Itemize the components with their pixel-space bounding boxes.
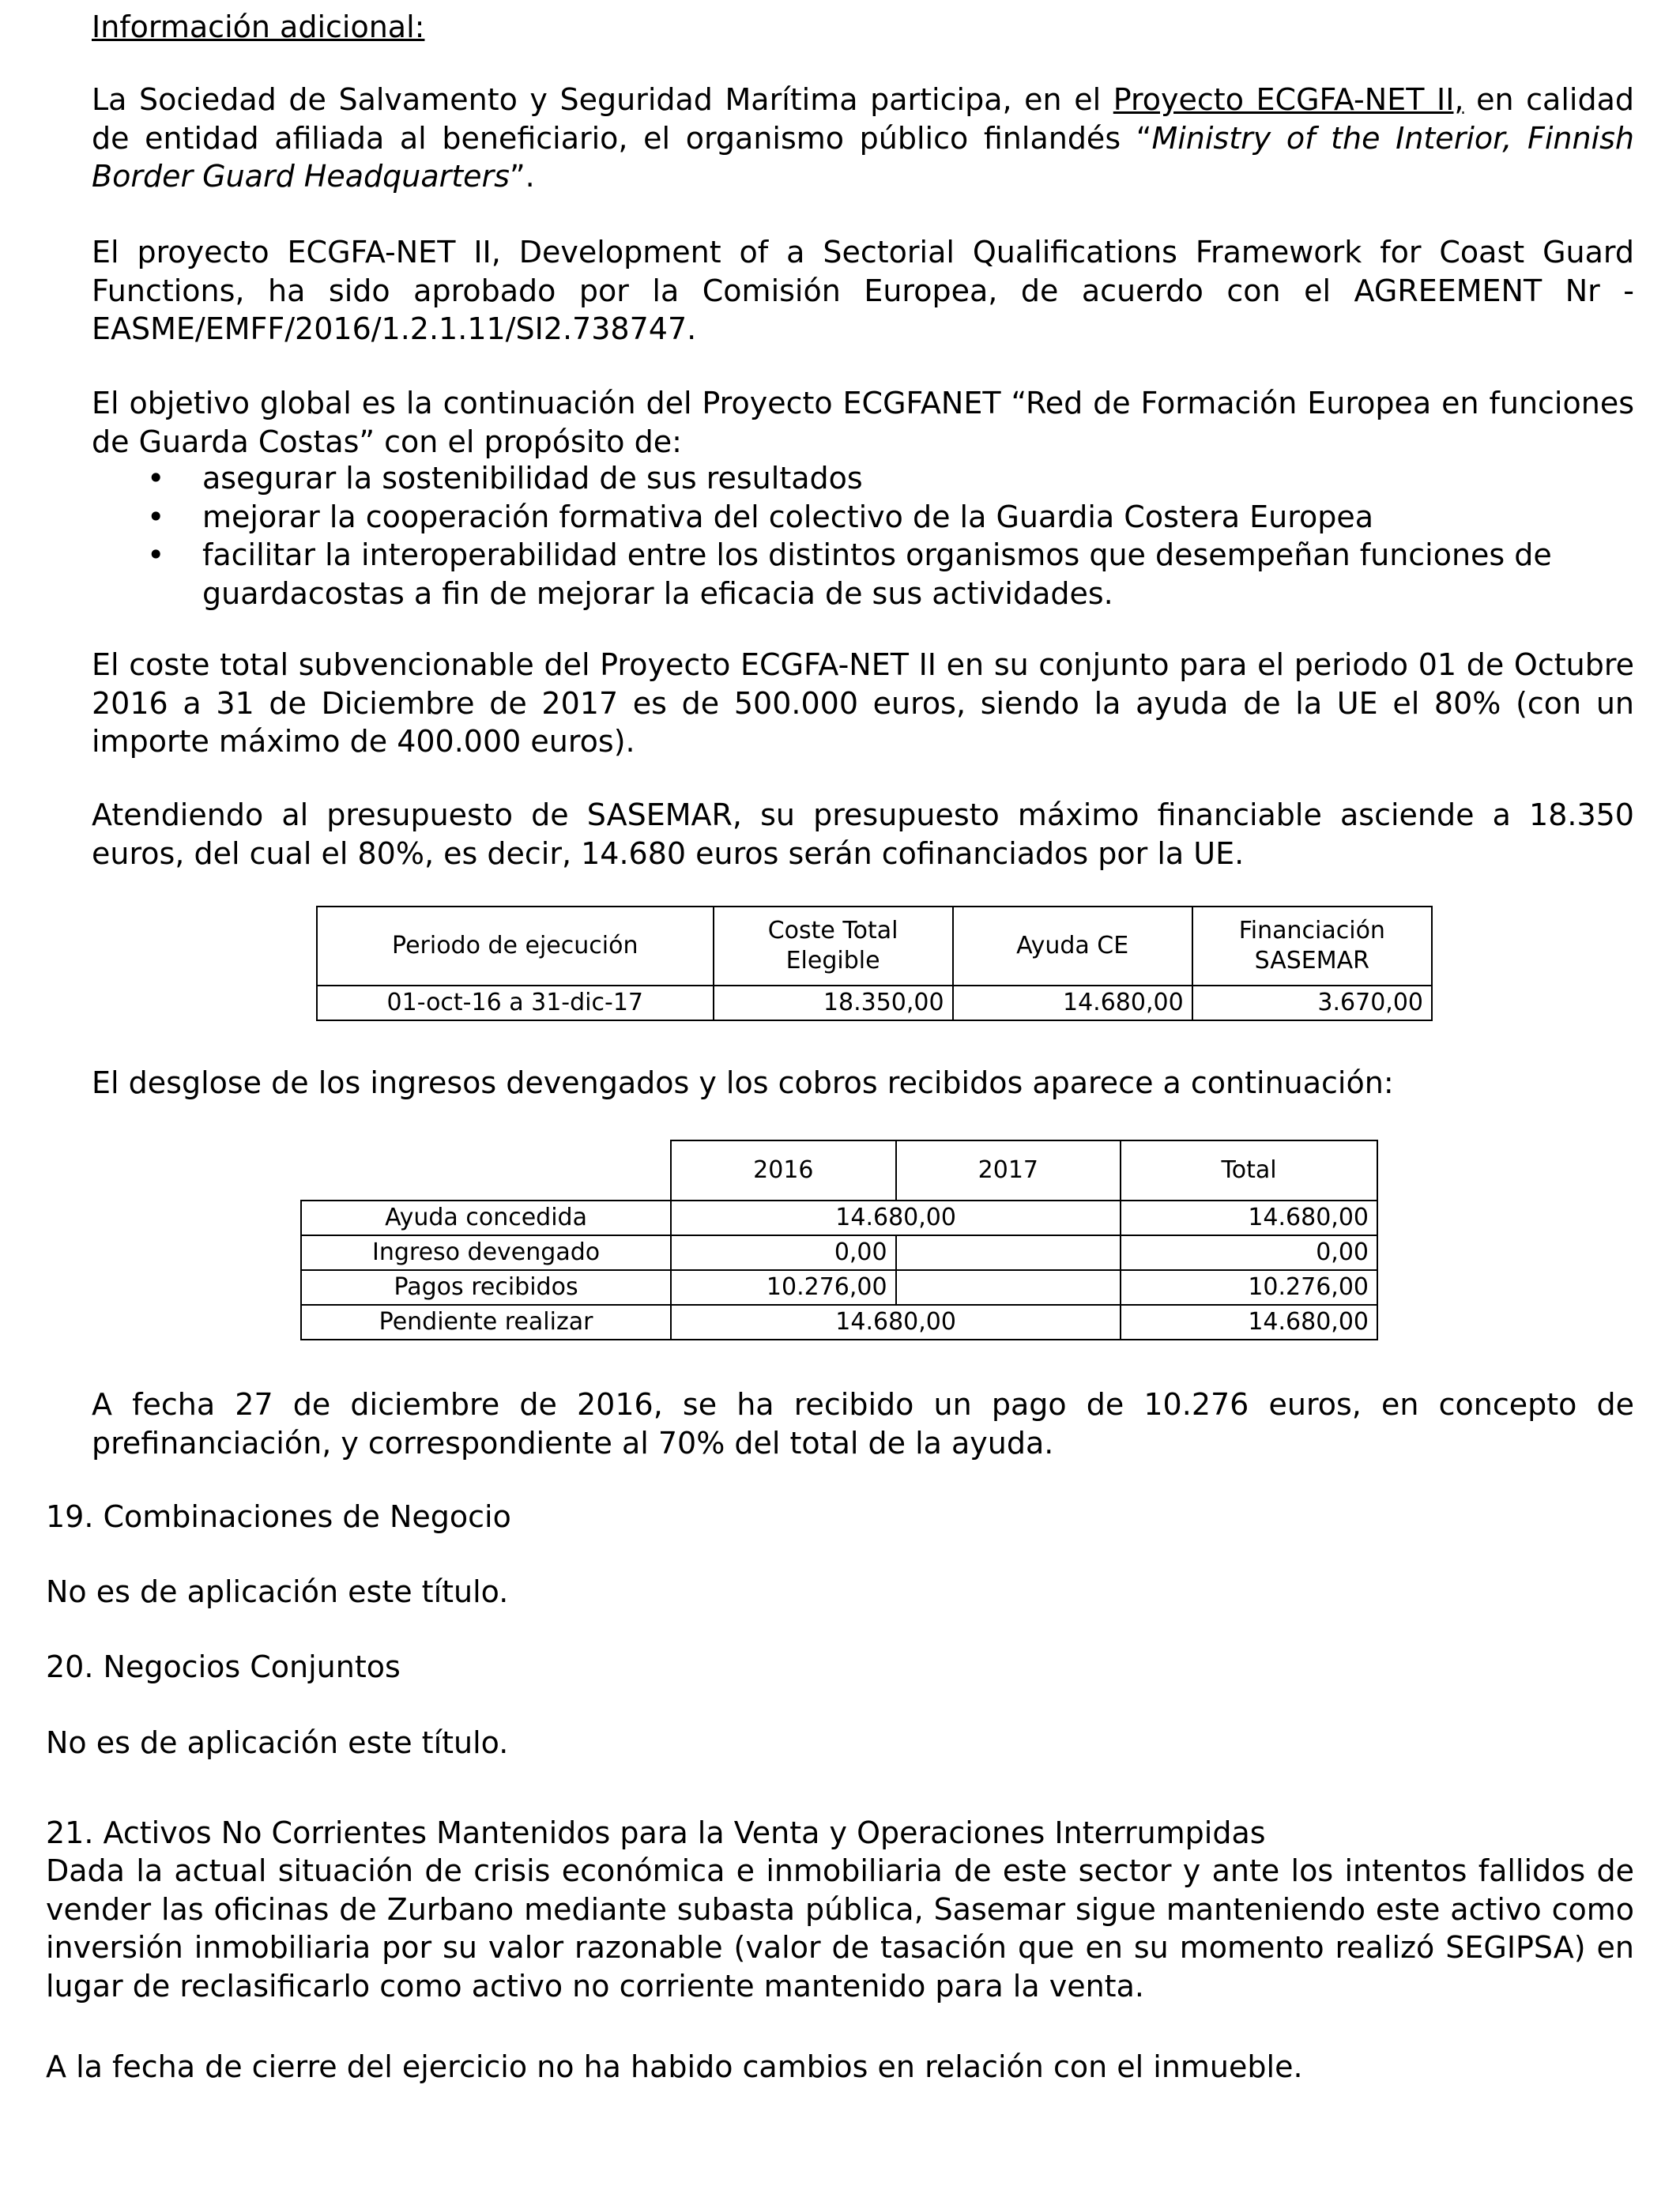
table-row — [301, 1235, 1377, 1270]
paragraph-participation — [92, 81, 1634, 196]
header-cell: Ayuda CE — [953, 907, 1192, 986]
table-cell — [896, 1270, 1121, 1305]
table-cell: 10.276,00 — [1121, 1270, 1377, 1305]
table-cell: 0,00 — [671, 1235, 896, 1270]
section-21-text-2: A la fecha de cierre del ejercicio no ha habido cambios en relación con el inmueble. — [46, 2049, 1303, 2084]
bullet-list — [92, 459, 1634, 613]
section-20-title: 20. Negocios Conjuntos — [46, 1649, 401, 1684]
project-link[interactable]: Proyecto ECGFA-NET II, — [1113, 82, 1464, 117]
paragraph-cost: El coste total subvencionable del Proyecto ECGFA-NET II en su conjunto para el periodo 01 de Octubre 2016 a 31 de Diciembre de 2017 es de 500.000 euros, siendo la ayuda de la UE el 80% (con un importe máximo de 400.000 euros). — [92, 647, 1634, 759]
header-cell: 2017 — [896, 1140, 1121, 1201]
row-label: Ingreso devengado — [301, 1235, 671, 1270]
header-cell: 2016 — [671, 1140, 896, 1201]
table-cell: 10.276,00 — [671, 1270, 896, 1305]
paragraph-objective: El objetivo global es la continuación del Proyecto ECGFANET “Red de Formación Europea en funciones de Guarda Costas” con el propósito de: — [92, 386, 1634, 459]
section-19-text: No es de aplicación este título. — [46, 1574, 509, 1609]
table-cell: 18.350,00 — [714, 986, 953, 1020]
bullet-icon: • — [147, 461, 165, 496]
empty-cell — [301, 1140, 671, 1201]
text: en calidad de entidad afiliada al beneficiario, el organismo público finlandés “ — [92, 82, 1634, 156]
list-item: • mejorar la cooperación formativa del colectivo de la Guardia Costera Europea — [92, 498, 1634, 537]
table-cell: 14.680,00 — [1121, 1305, 1377, 1340]
paragraph-budget: Atendiendo al presupuesto de SASEMAR, su presupuesto máximo financiable asciende a 18.350 euros, del cual el 80%, es decir, 14.680 euros serán cofinanciados por la UE. — [92, 797, 1634, 871]
table-row — [317, 986, 1432, 1020]
table-row — [301, 1270, 1377, 1305]
table-cell: 0,00 — [1121, 1235, 1377, 1270]
bullet-icon: • — [147, 537, 165, 572]
list-item: • facilitar la interoperabilidad entre los distintos organismos que desempeñan funciones de guardacostas a fin de mejorar la eficacia de sus actividades. — [147, 537, 1552, 611]
paragraph-payment: A fecha 27 de diciembre de 2016, se ha recibido un pago de 10.276 euros, en concepto de prefinanciación, y correspondiente al 70% del total de la ayuda. — [92, 1387, 1634, 1461]
row-label: Ayuda concedida — [301, 1201, 671, 1235]
paragraph-project: El proyecto ECGFA-NET II, Development of a Sectorial Qualifications Framework for Coast Guard Functions, ha sido aprobado por la Comisión Europea, de acuerdo con el AGREEMENT Nr - EASME/EMFF/2016/1.2.1.11/SI2.738747. — [92, 235, 1634, 346]
table-cell: 01-oct-16 a 31-dic-17 — [317, 986, 714, 1020]
italic-name: Ministry of the Interior, Finnish Border Guard Headquarters — [92, 120, 1634, 194]
table-cell: 3.670,00 — [1192, 986, 1432, 1020]
table-cell: 14.680,00 — [671, 1201, 1121, 1235]
section-19-title: 19. Combinaciones de Negocio — [46, 1499, 511, 1534]
paragraph-breakdown: El desglose de los ingresos devengados y los cobros recibidos aparece a continuación: — [92, 1065, 1394, 1100]
header-cell: Coste Total Elegible — [714, 907, 953, 986]
table-row — [301, 1201, 1377, 1235]
text: La Sociedad de Salvamento y Seguridad Marítima participa, en el — [92, 82, 1113, 117]
section-21-text: Dada la actual situación de crisis económica e inmobiliaria de este sector y ante los intentos fallidos de vender las oficinas de Zurbano mediante subasta pública, Sasemar sigue manteniendo este activo como inversión inmobiliaria por su valor razonable (valor de tasación que en su momento realizó SEGIPSA) en lugar de reclasificarlo como activo no corriente mantenido para la venta. — [46, 1853, 1634, 2004]
table-cell: 14.680,00 — [671, 1305, 1121, 1340]
section-heading: Información adicional: — [92, 9, 425, 44]
table-cell: 14.680,00 — [1121, 1201, 1377, 1235]
table-row — [301, 1305, 1377, 1340]
table-cell — [896, 1235, 1121, 1270]
bullet-icon: • — [147, 499, 165, 534]
header-cell: Financiación SASEMAR — [1192, 907, 1432, 986]
table-header-row — [317, 907, 1432, 986]
section-21-title: 21. Activos No Corrientes Mantenidos para la Venta y Operaciones Interrumpidas — [46, 1815, 1266, 1850]
table-header-row — [301, 1140, 1377, 1201]
table-cell: 14.680,00 — [953, 986, 1192, 1020]
row-label: Pendiente realizar — [301, 1305, 671, 1340]
text: ”. — [509, 159, 535, 194]
header-cell: Periodo de ejecución — [317, 907, 714, 986]
row-label: Pagos recibidos — [301, 1270, 671, 1305]
income-table — [300, 1140, 1378, 1340]
header-cell: Total — [1121, 1140, 1377, 1201]
budget-table — [316, 906, 1433, 1021]
list-item: • asegurar la sostenibilidad de sus resultados — [92, 459, 1634, 498]
section-20-text: No es de aplicación este título. — [46, 1725, 509, 1760]
